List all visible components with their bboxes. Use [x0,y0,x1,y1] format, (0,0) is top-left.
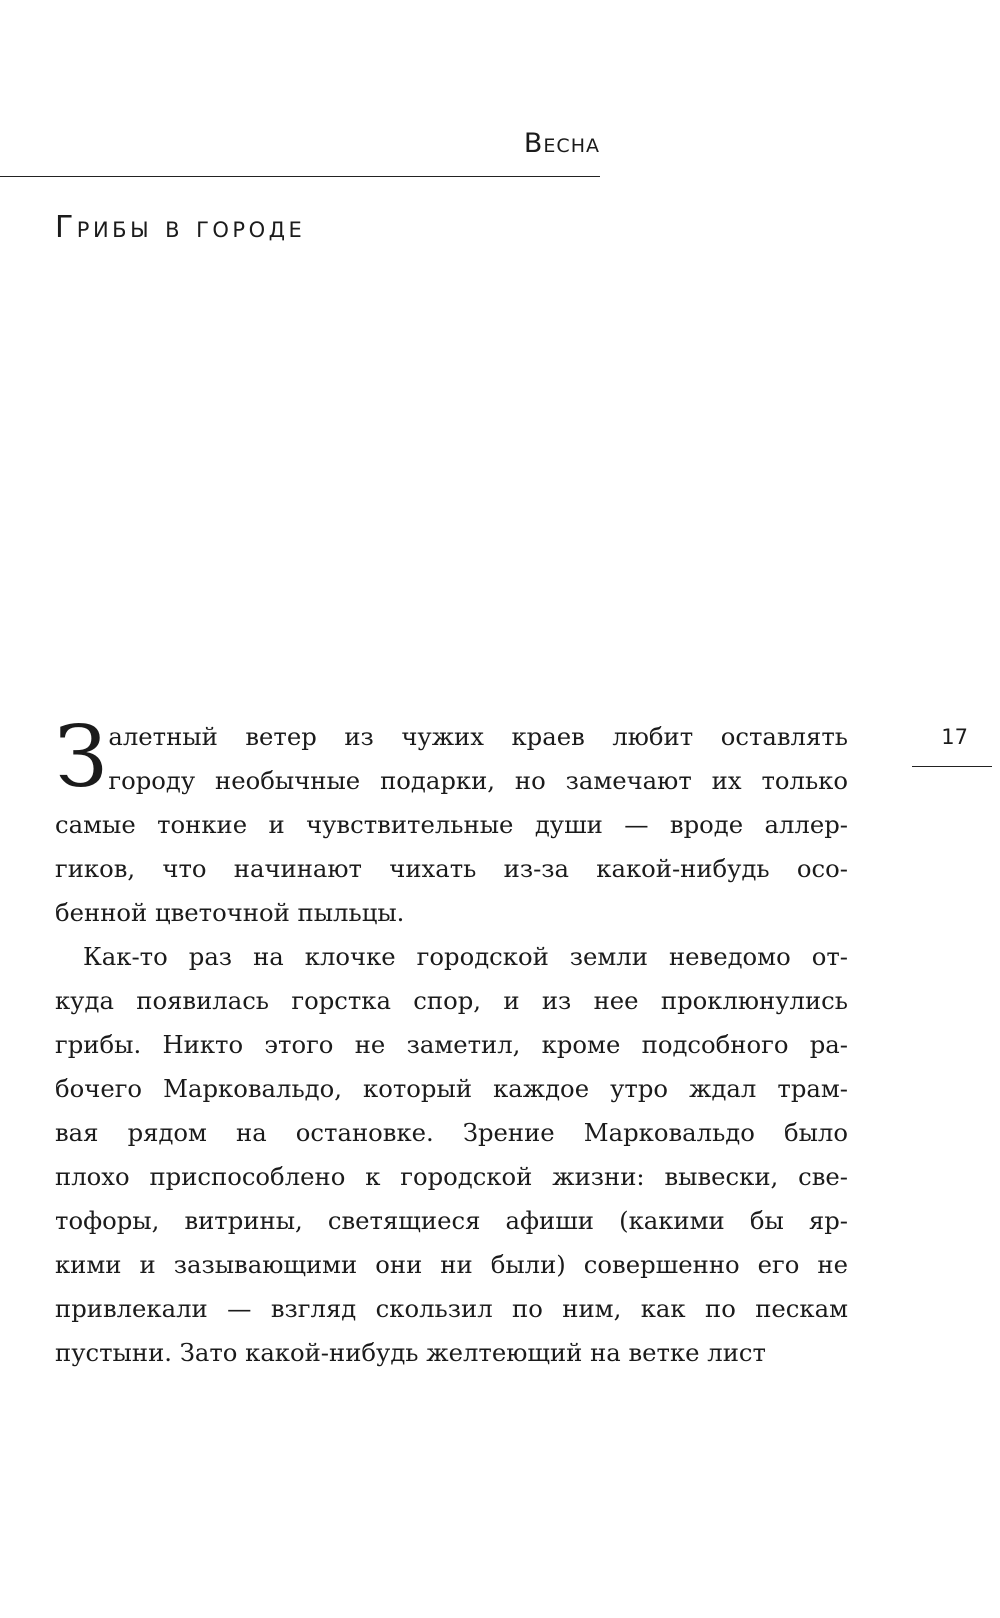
text-line: кими и зазывающими они ни были) совершенно его не [55,1250,848,1279]
text-line: гиков, что начинают чихать из-за какой-нибудь осо- [55,854,848,883]
header-rule [0,176,600,177]
running-header [0,118,600,178]
text-line: самые тонкие и чувствительные души — вроде аллер- [55,810,848,839]
drop-cap: З [55,708,108,806]
text-line: привлекали — взгляд скользил по ним, как по пескам [55,1294,848,1323]
text-line: плохо приспособлено к городской жизни: вывески, све- [55,1162,848,1191]
page-number: 17 [941,725,968,749]
text-line: пустыни. Зато какой-нибудь желтеющий на ветке лист [55,1338,766,1367]
text-line: грибы. Никто этого не заметил, кроме подсобного ра- [55,1030,848,1059]
body-text [55,708,848,1375]
section-title: Весна [523,128,600,159]
text-line: алетный ветер из чужих краев любит оставлять [108,722,848,751]
text-line: Как-то раз на клочке городской земли неведомо от- [83,942,848,971]
text-line: городу необычные подарки, но замечают их только [108,766,848,795]
paragraph-2 [55,935,848,1375]
chapter-title: Грибы в городе [55,210,306,245]
page-number-rule [912,766,992,767]
text-line: бенной цветочной пыльцы. [55,898,405,927]
text-line: тофоры, витрины, светящиеся афиши (какими бы яр- [55,1206,848,1235]
paragraph-1 [55,708,848,935]
text-line: вая рядом на остановке. Зрение Марковальдо было [55,1118,848,1147]
page-number-block [906,725,992,769]
text-line: бочего Марковальдо, который каждое утро ждал трам- [55,1074,848,1103]
text-line: куда появилась горстка спор, и из нее проклюнулись [55,986,848,1015]
